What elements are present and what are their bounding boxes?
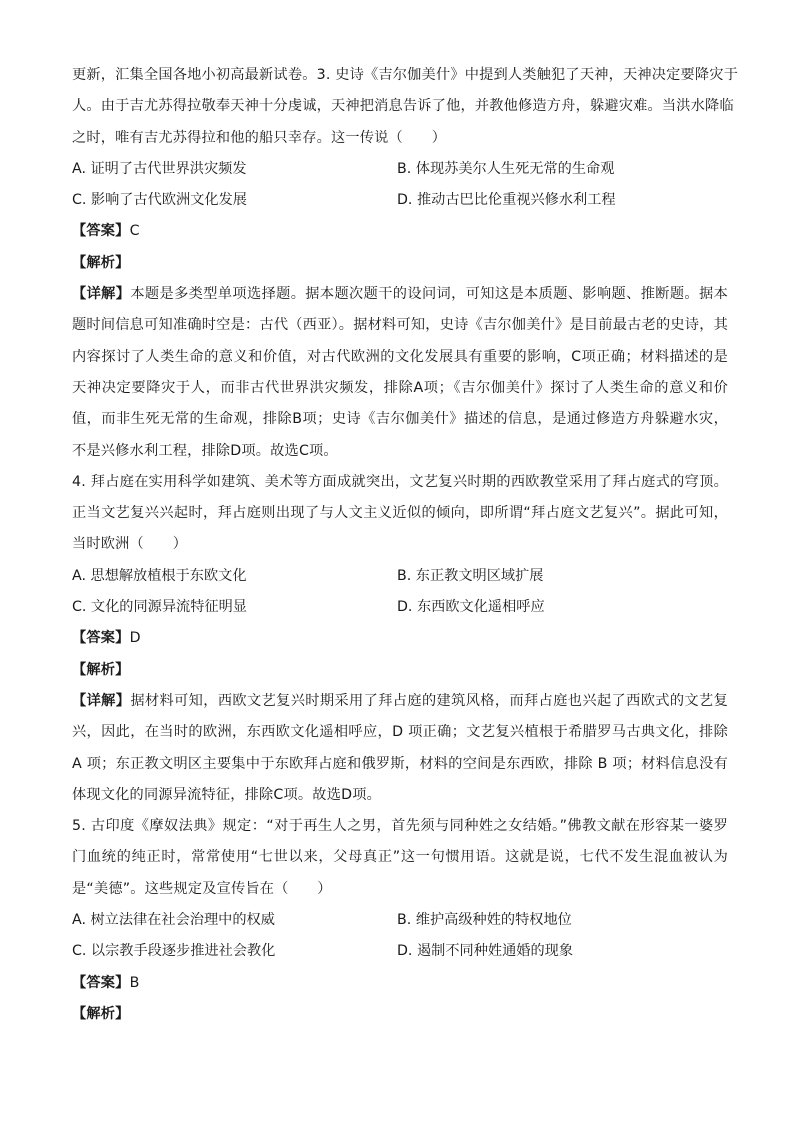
answer-line [72,623,728,654]
option-d: D. 东西欧文化遥相呼应 [397,599,545,616]
analysis-line [72,655,728,686]
option-a: A. 思想解放植根于东欧文化 [72,567,247,584]
detail-paragraph [72,686,728,811]
question-4-stem: 4. 拜占庭在实用科学如建筑、美术等方面成就突出，文艺复兴时期的西欧教堂采用了拜占庭式的穹顶。正当文艺复兴兴起时，拜占庭则出现了与人文主义近似的倾向，即所谓“拜占庭文艺复兴”。据此可知，当时欧洲（ ） [72,473,728,553]
option-c: C. 文化的同源异流特征明显 [72,599,247,616]
answer-value: C [129,223,140,240]
option-a: A. 证明了古代世界洪灾频发 [72,160,247,177]
question-5-options [72,905,728,968]
answer-line [72,968,728,999]
question-3 [72,60,739,467]
option-c: C. 以宗教手段逐步推进社会教化 [72,943,276,960]
answer-tag: 【答案】 [72,630,130,647]
answer-line [72,216,728,247]
option-b: B. 体现苏美尔人生死无常的生命观 [397,160,615,177]
question-3-stem-line-2: 人。由于吉尤苏得拉敬奉天神十分虔诚，天神把消息告诉了他，并教他修造方舟，躲避灾难。当洪水降临 [72,98,734,115]
question-5 [72,811,728,1030]
option-d: D. 遏制不同种姓通婚的现象 [397,943,574,960]
analysis-tag: 【解析】 [72,254,130,271]
analysis-line [72,248,728,279]
detail-text: 本题是多类型单项选择题。据本题次题干的设问词，可知这是本质题、影响题、推断题。据本题时间信息可知准确时空是：古代（西亚）。据材料可知，史诗《吉尔伽美什》是目前最古老的史诗，其内容探讨了人类生命的意义和价值，对古代欧洲的文化发展具有重要的影响，C项正确；材料描述的是天神决定要降灾于人，而非古代世界洪灾频发，排除A项；《吉尔伽美什》探讨了人类生命的意义和价值，而非生死无常的生命观，排除B项；史诗《吉尔伽美什》描述的信息，是通过修造方舟躲避水灾，不是兴修水利工程，排除D项。故选C项。 [72,286,728,459]
option-c: C. 影响了古代欧洲文化发展 [72,192,247,209]
detail-tag: 【详解】 [72,692,131,709]
detail-paragraph [72,279,728,467]
option-b: B. 东正教文明区域扩展 [397,567,544,584]
question-3-stem-line-3: 之时，唯有吉尤苏得拉和他的船只幸存。这一传说（ ） [72,129,447,146]
analysis-tag: 【解析】 [72,1005,130,1022]
question-3-options [72,154,728,217]
question-5-stem: 5. 古印度《摩奴法典》规定：“对于再生人之男，首先须与同种姓之女结婚。”佛教文献在形容某一婆罗门血统的纯正时，常常使用“七世以来，父母真正”这一句惯用语。这就是说，七代不发生混血被认为是“美德”。这些规定及宣传旨在（ ） [72,818,728,897]
question-4 [72,467,728,811]
answer-value: B [129,974,140,991]
question-4-options [72,561,728,624]
analysis-tag: 【解析】 [72,661,130,678]
detail-text: 据材料可知，西欧文艺复兴时期采用了拜占庭的建筑风格，而拜占庭也兴起了西欧式的文艺复兴，因此，在当时的欧洲，东西欧文化遥相呼应，D 项正确；文艺复兴植根于希腊罗马古典文化，排除 A 项；东正教文明区主要集中于东欧拜占庭和俄罗斯，材料的空间是东西欧，排除 B 项；材料信息没有体现文化的同源异流特征，排除C项。故选D项。 [72,692,728,803]
option-b: B. 维护高级种姓的特权地位 [397,912,572,929]
option-d: D. 推动古巴比伦重视兴修水利工程 [397,192,616,209]
exam-page [72,60,739,1030]
question-3-stem-line-1: 更新，汇集全国各地小初高最新试卷。3. 史诗《吉尔伽美什》中提到人类触犯了天神，天神决定要降灾于 [72,67,739,83]
answer-tag: 【答案】 [72,223,130,240]
analysis-line [72,999,728,1030]
option-a: A. 树立法律在社会治理中的权威 [72,912,275,929]
answer-value: D [129,630,141,647]
answer-tag: 【答案】 [72,974,130,991]
detail-tag: 【详解】 [72,286,131,303]
